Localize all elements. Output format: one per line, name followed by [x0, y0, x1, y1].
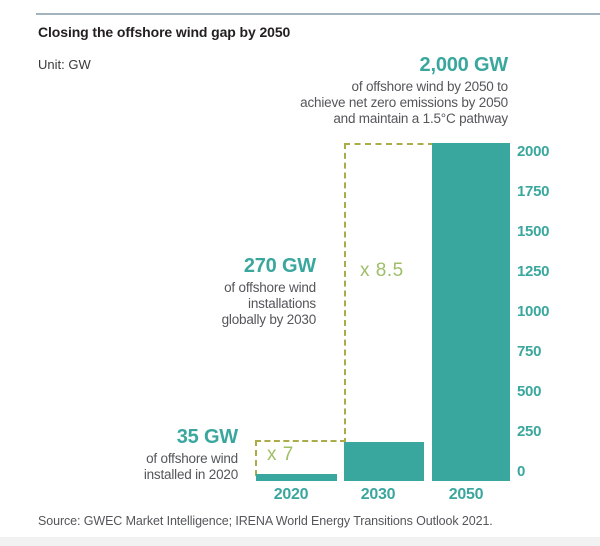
y-tick-label: 1750	[517, 183, 550, 200]
unit-label: Unit: GW	[38, 57, 91, 72]
y-tick-label: 250	[517, 423, 542, 440]
x-axis-label-2050: 2050	[448, 486, 484, 503]
y-tick-label: 1500	[517, 223, 550, 240]
annotation-2050-line: and maintain a 1.5°C pathway	[333, 110, 508, 126]
annotation-2020-line: installed in 2020	[143, 466, 238, 482]
y-tick-label: 750	[517, 343, 542, 360]
multiplier-x7-label: x 7	[267, 444, 294, 465]
source-note: Source: GWEC Market Intelligence; IRENA World Energy Transitions Outlook 2021.	[38, 514, 493, 528]
y-tick-label: 2000	[517, 143, 550, 160]
gap-box-x8-5	[344, 143, 434, 444]
y-tick-label: 0	[517, 463, 526, 480]
x-axis-label-2030: 2030	[360, 486, 396, 503]
annotation-2020-value: 35 GW	[176, 426, 238, 448]
multiplier-x8-5-label: x 8.5	[360, 260, 404, 281]
x-axis-label-2020: 2020	[273, 486, 309, 503]
annotation-2050-value: 2,000 GW	[419, 54, 508, 76]
bar-2030	[344, 442, 424, 481]
y-tick-label: 1250	[517, 263, 550, 280]
annotation-2020-line: of offshore wind	[146, 451, 238, 466]
y-tick-label: 1000	[517, 303, 550, 320]
annotation-2030	[222, 255, 316, 327]
chart-title: Closing the offshore wind gap by 2050	[38, 24, 291, 40]
top-rule	[36, 13, 600, 15]
annotation-2050	[300, 54, 508, 126]
bar-2020	[256, 474, 337, 481]
annotation-2050-line: achieve net zero emissions by 2050	[300, 94, 508, 110]
bar-2050	[432, 143, 510, 481]
annotation-2030-value: 270 GW	[243, 255, 316, 277]
annotation-2030-line: globally by 2030	[221, 311, 316, 327]
annotation-2020	[144, 426, 238, 483]
annotation-2030-line: installations	[248, 295, 316, 311]
annotation-2050-line: of offshore wind by 2050 to	[351, 79, 508, 94]
bottom-strip	[0, 537, 600, 546]
y-tick-label: 500	[517, 383, 542, 400]
annotation-2030-line: of offshore wind	[224, 280, 316, 295]
